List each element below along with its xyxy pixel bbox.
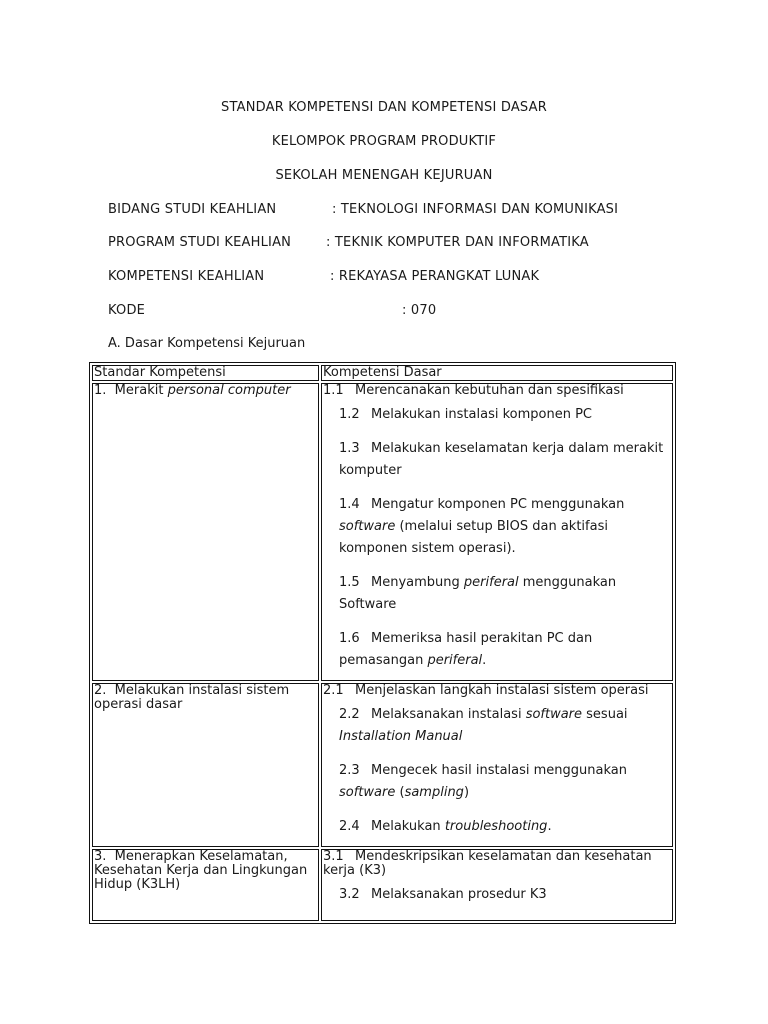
kd-item: 3.1 Mendeskripsikan keselamatan dan kesehatan kerja (K3) [323,849,652,878]
sk-cell: 3. Menerapkan Keselamatan, Kesehatan Kerja dan Lingkungan Hidup (K3LH) [92,849,319,921]
kd-cell [321,383,673,681]
kd-item: 1.1 Merencanakan kebutuhan dan spesifikasi [323,383,624,398]
table-row [92,383,673,681]
sk-cell: 1. Merakit personal computer [92,383,319,681]
kd-item: 2.1 Menjelaskan langkah instalasi sistem operasi [323,683,649,698]
kd-cell [321,683,673,847]
meta-label-kode: KODE [108,303,146,318]
table-header-row [92,365,673,381]
sk-cell: 2. Melakukan instalasi sistem operasi dasar [92,683,319,847]
meta-value-kode: : 070 [402,303,437,318]
header-kompetensi: Kompetensi Dasar [321,365,673,381]
section-title: A. Dasar Kompetensi Kejuruan [108,336,306,351]
meta-label-kompetensi: KOMPETENSI KEAHLIAN [108,269,265,284]
kd-item: 1.5 Menyambung periferal menggunakan Software [339,575,617,612]
header-standar: Standar Kompetensi [92,365,319,381]
meta-value-bidang: : TEKNOLOGI INFORMASI DAN KOMUNIKASI [332,202,619,217]
kd-item: 2.2 Melaksanakan instalasi software sesuai Installation Manual [339,707,628,744]
meta-value-kompetensi: : REKAYASA PERANGKAT LUNAK [330,269,540,284]
kd-item: 1.4 Mengatur komponen PC menggunakan software (melalui setup BIOS dan aktifasi komponen sistem operasi). [339,497,625,556]
kd-item: 1.6 Memeriksa hasil perakitan PC dan pemasangan periferal. [339,631,593,668]
title-line-2: KELOMPOK PROGRAM PRODUKTIF [271,134,497,149]
meta-label-program: PROGRAM STUDI KEAHLIAN [108,235,292,250]
meta-label-bidang: BIDANG STUDI KEAHLIAN [108,202,277,217]
title-line-3: SEKOLAH MENENGAH KEJURUAN [275,168,493,183]
competency-table [89,362,676,924]
table-row [92,849,673,921]
kd-item: 2.3 Mengecek hasil instalasi menggunakan software (sampling) [339,763,627,800]
kd-item: 1.2 Melakukan instalasi komponen PC [339,407,592,422]
title-line-1: STANDAR KOMPETENSI DAN KOMPETENSI DASAR [221,100,547,115]
kd-item: 3.2 Melaksanakan prosedur K3 [339,887,547,902]
kd-item: 1.3 Melakukan keselamatan kerja dalam merakit komputer [339,441,664,478]
table-row [92,683,673,847]
kd-cell [321,849,673,921]
kd-item: 2.4 Melakukan troubleshooting. [339,819,552,834]
meta-value-program: : TEKNIK KOMPUTER DAN INFORMATIKA [326,235,589,250]
